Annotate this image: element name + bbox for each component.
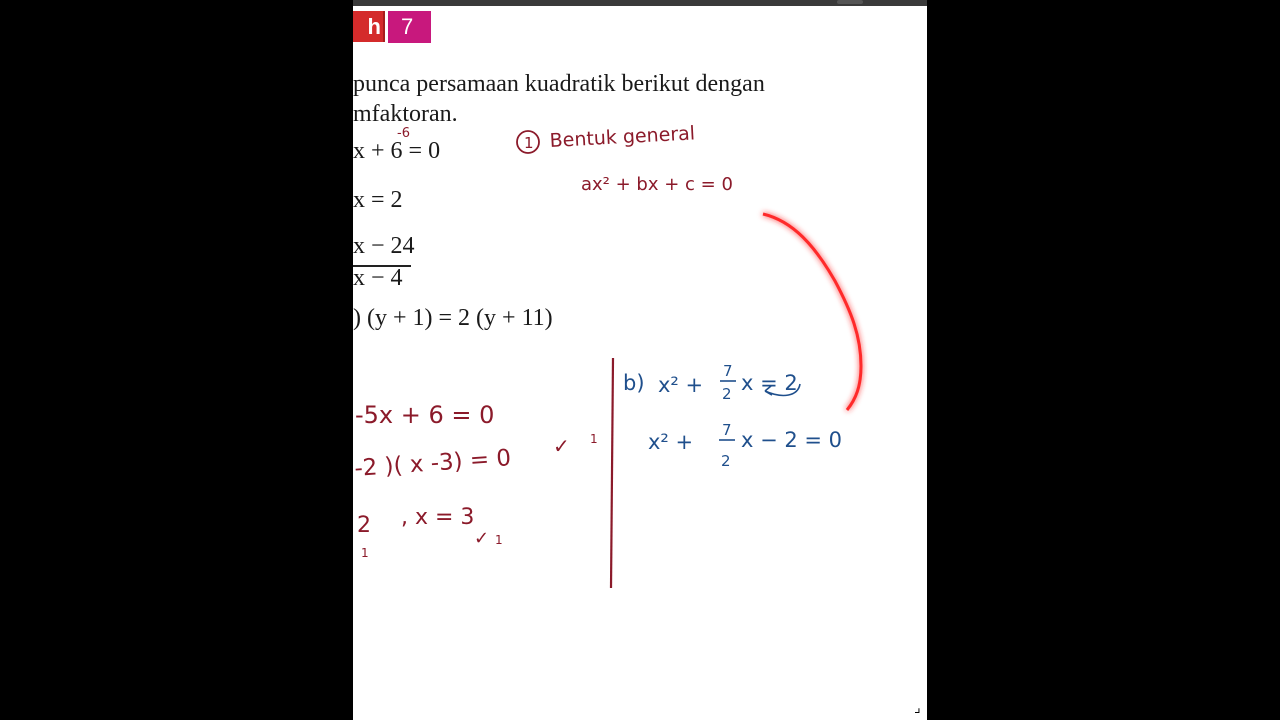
work-right-line-2-frac-num: 7 bbox=[722, 421, 732, 439]
item-b-equation: x = 2 bbox=[353, 187, 403, 213]
item-d-equation: ) (y + 1) = 2 (y + 11) bbox=[353, 305, 553, 331]
work-right-label: b) bbox=[623, 371, 645, 395]
work-left-tick-1: ✓ bbox=[553, 434, 570, 458]
work-right-line-2-rhs: x − 2 = 0 bbox=[741, 428, 843, 452]
work-right-line-2-lhs: x² + bbox=[648, 430, 694, 454]
worksheet-page bbox=[353, 6, 927, 720]
corner-mark: ⌟ bbox=[914, 700, 921, 716]
chapter-badge: h bbox=[353, 11, 383, 42]
work-left-mark-2: 1 bbox=[495, 533, 503, 547]
chapter-number-badge: 7 bbox=[388, 11, 431, 43]
general-form: ax² + bx + c = 0 bbox=[581, 174, 733, 195]
work-left-root-1: 2 bbox=[357, 513, 371, 538]
margin-note: -6 bbox=[397, 126, 410, 141]
work-left-tick-2: ✓ bbox=[474, 528, 490, 549]
work-right-line-1-rhs: x = 2 bbox=[741, 371, 798, 395]
work-left-mark-1: 1 bbox=[590, 432, 598, 446]
item-a-equation: x + 6 = 0 bbox=[353, 138, 441, 164]
step-title: Bentuk general bbox=[549, 122, 696, 152]
work-left-line-2: -2 )( x -3) = 0 bbox=[353, 445, 512, 482]
work-right-line-2-frac-den: 2 bbox=[721, 452, 731, 470]
handwriting-layer bbox=[353, 6, 927, 720]
item-c-denominator: x − 4 bbox=[353, 265, 403, 291]
work-left-root-2: , x = 3 bbox=[401, 505, 475, 530]
divider-line bbox=[611, 358, 613, 588]
item-c-numerator: x − 24 bbox=[353, 233, 415, 259]
question-line-2: mfaktoran. bbox=[353, 101, 458, 127]
work-right-line-1-frac-num: 7 bbox=[723, 362, 733, 380]
work-right-line-1-frac-den: 2 bbox=[722, 385, 732, 403]
work-left-line-1: -5x + 6 = 0 bbox=[355, 401, 495, 429]
question-line-1: punca persamaan kuadratik berikut dengan bbox=[353, 71, 765, 97]
work-left-mark-3: 1 bbox=[361, 546, 369, 560]
work-right-line-1-lhs: x² + bbox=[658, 373, 704, 397]
top-bar-handle bbox=[837, 0, 863, 4]
step-number: 1 bbox=[524, 134, 534, 152]
